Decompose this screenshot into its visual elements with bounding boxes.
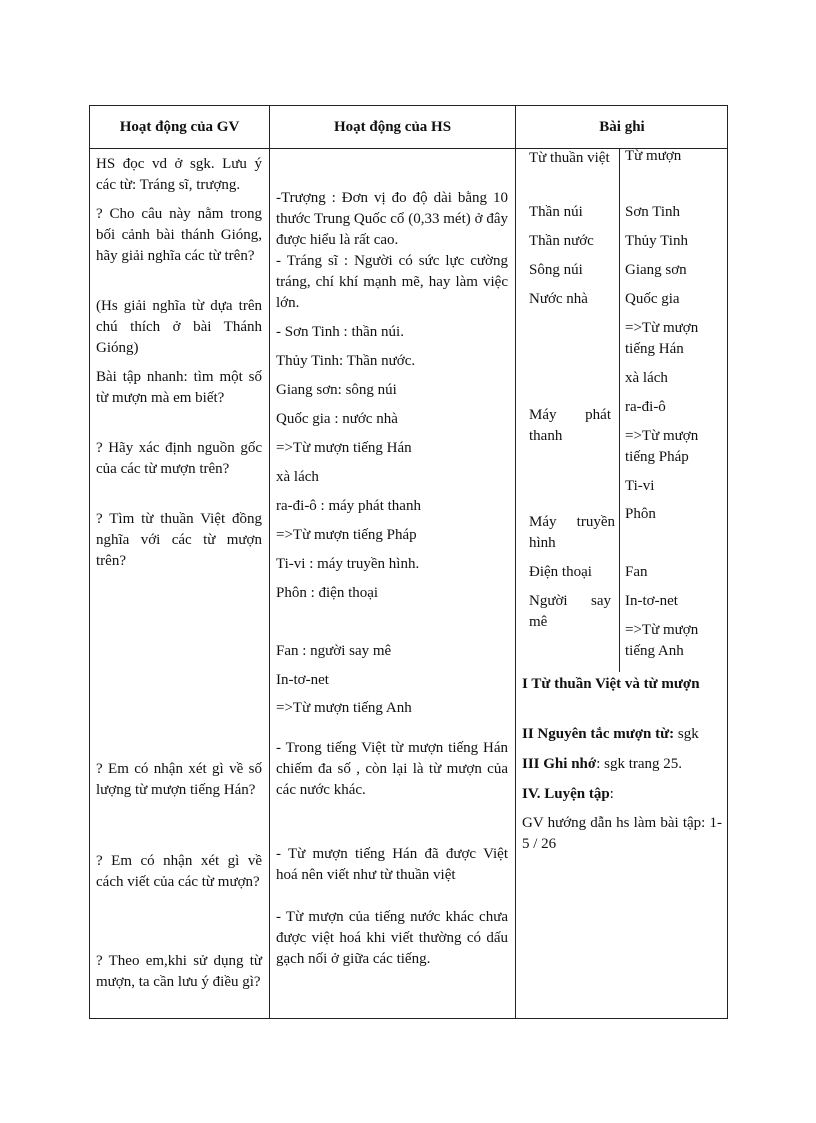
notes-right-item: Fan — [625, 564, 648, 580]
header-notes: Bài ghi — [599, 118, 645, 135]
notes-section-line — [522, 754, 722, 775]
notes-left-item: Thần nước — [529, 233, 594, 249]
hs-paragraph: =>Từ mượn tiếng Hán — [276, 440, 412, 456]
notes-section-heading: II Nguyên tắc mượn từ: — [522, 726, 675, 742]
hs-paragraph: =>Từ mượn tiếng Anh — [276, 700, 412, 716]
gv-paragraph: ? Tìm từ thuần Việt đồng nghĩa với các từ mượn trên? — [96, 511, 262, 569]
notes-section-text: GV hướng dẫn hs làm bài tập: 1-5 / 26 — [522, 815, 722, 852]
notes-left-item: Người say mê — [529, 593, 611, 630]
notes-left-item: Sông núi — [529, 262, 583, 278]
hs-paragraph: Fan : người say mê — [276, 643, 392, 659]
notes-left-item: Nước nhà — [529, 291, 588, 307]
notes-right-item: =>Từ mượn tiếng Hán — [625, 320, 699, 357]
notes-right-item: Ti-vi — [625, 478, 655, 494]
notes-right-item: xà lách — [625, 370, 668, 386]
notes-left-item: Máy truyền hình — [529, 514, 615, 551]
notes-section-heading: III Ghi nhớ — [522, 756, 597, 772]
gv-paragraph: ? Hãy xác định nguồn gốc của các từ mượn trên? — [96, 440, 262, 477]
gv-paragraph: ? Theo em,khi sử dụng từ mượn, ta cần lưu ý điều gì? — [96, 953, 262, 990]
notes-section-line — [522, 724, 722, 745]
notes-right-item: In-tơ-net — [625, 593, 678, 609]
notes-section-heading: IV. Luyện tập — [522, 786, 610, 802]
gv-paragraph: (Hs giải nghĩa từ dựa trên chú thích ở bài Thánh Gióng) — [96, 298, 262, 356]
notes-right-item: Giang sơn — [625, 262, 687, 278]
gv-paragraph: ? Em có nhận xét gì về cách viết của các từ mượn? — [96, 853, 262, 890]
header-gv: Hoạt động của GV — [119, 118, 240, 135]
notes-right-item: Thủy Tinh — [625, 233, 688, 249]
notes-right-item: Sơn Tinh — [625, 204, 681, 220]
notes-left-item: Thần núi — [529, 204, 583, 220]
hs-paragraph: - Từ mượn của tiếng nước khác chưa được việt hoá khi viết thường có dấu gạch nối ở giữa các tiếng. — [276, 909, 508, 967]
hs-paragraph: In-tơ-net — [276, 672, 329, 688]
hs-paragraph: ra-đi-ô : máy phát thanh — [276, 498, 421, 514]
notes-section-text: sgk — [674, 726, 699, 742]
hs-paragraph: Ti-vi : máy truyền hình. — [276, 556, 420, 572]
notes-inner-divider — [619, 148, 620, 672]
hs-paragraph: xà lách — [276, 469, 319, 485]
notes-section-text: : sgk trang 25. — [596, 756, 683, 772]
lesson-table — [89, 105, 728, 1019]
notes-left-item: Điện thoại — [529, 564, 592, 580]
notes-right-item: ra-đi-ô — [625, 399, 666, 415]
header-hs: Hoạt động của HS — [333, 118, 452, 135]
notes-section-text: : — [609, 786, 614, 802]
hs-paragraph: - Tráng sĩ : Người có sức lực cường tráng, chí khí mạnh mẽ, hay làm việc lớn. — [276, 253, 508, 311]
hs-paragraph: =>Từ mượn tiếng Pháp — [276, 527, 417, 543]
column-divider — [269, 106, 270, 1018]
hs-paragraph: Giang sơn: sông núi — [276, 382, 397, 398]
notes-left-item: Máy phát thanh — [529, 407, 611, 444]
notes-right-item: =>Từ mượn tiếng Anh — [625, 622, 699, 659]
notes-right-item: =>Từ mượn tiếng Pháp — [625, 428, 699, 465]
hs-paragraph: Quốc gia : nước nhà — [276, 411, 398, 427]
gv-paragraph: ? Em có nhận xét gì về số lượng từ mượn tiếng Hán? — [96, 761, 262, 798]
gv-paragraph: ? Cho câu này nằm trong bối cảnh bài thánh Gióng, hãy giải nghĩa các từ trên? — [96, 206, 262, 264]
notes-section-heading: I Từ thuần Việt và từ mượn — [522, 676, 700, 692]
hs-paragraph: - Từ mượn tiếng Hán đã được Việt hoá nên viết như từ thuần việt — [276, 846, 508, 883]
notes-left-item: Từ thuần việt — [529, 150, 610, 166]
column-divider — [515, 106, 516, 1018]
hs-paragraph: Thủy Tinh: Thần nước. — [276, 353, 416, 369]
hs-paragraph: - Sơn Tinh : thần núi. — [276, 324, 404, 340]
notes-right-item: Quốc gia — [625, 291, 680, 307]
hs-paragraph: -Trượng : Đơn vị đo độ dài bằng 10 thước Trung Quốc cổ (0,33 mét) ở đây được hiểu là rất cao. — [276, 190, 508, 248]
gv-paragraph: HS đọc vd ở sgk. Lưu ý các từ: Tráng sĩ, trượng. — [96, 156, 262, 193]
hs-paragraph: - Trong tiếng Việt từ mượn tiếng Hán chiếm đa số , còn lại là từ mượn của các nước khác. — [276, 740, 508, 798]
hs-paragraph: Phôn : điện thoại — [276, 585, 379, 601]
gv-paragraph: Bài tập nhanh: tìm một số từ mượn mà em biết? — [96, 369, 262, 406]
notes-right-item: Phôn — [625, 506, 656, 522]
notes-right-item: Từ mượn — [625, 148, 682, 164]
notes-section-line — [522, 784, 722, 805]
